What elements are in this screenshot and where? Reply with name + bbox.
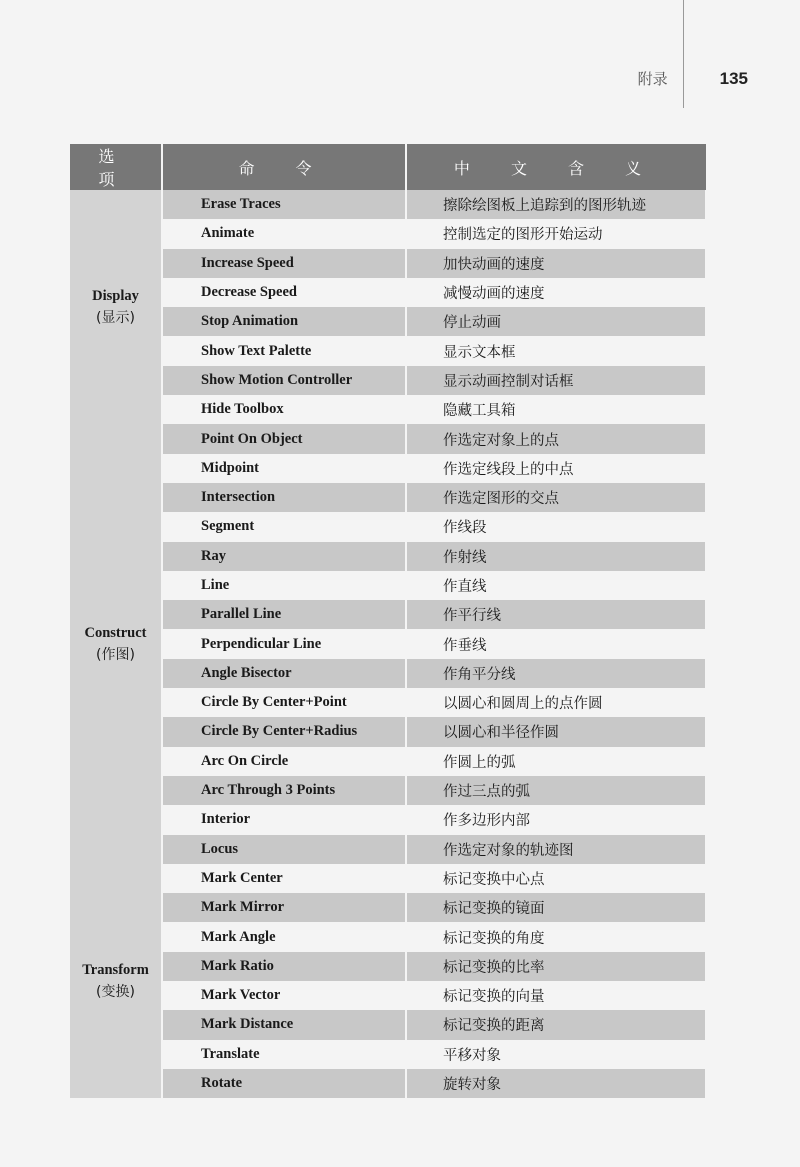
table-row [70,190,706,219]
column-header-option: 选 项 [70,144,162,190]
command-cell: Increase Speed [162,249,406,278]
meaning-cell: 标记变换的角度 [406,922,706,951]
meaning-cell: 控制选定的图形开始运动 [406,219,706,248]
table-row [70,717,706,746]
table-row [70,1010,706,1039]
meaning-cell: 平移对象 [406,1040,706,1069]
option-name-zh: (作图) [96,647,135,664]
table-row [70,659,706,688]
command-cell: Rotate [162,1069,406,1098]
option-name-zh: (变换) [96,984,135,1001]
table-row [70,893,706,922]
command-cell: Mark Mirror [162,893,406,922]
option-name: Display [92,288,139,305]
command-cell: Mark Angle [162,922,406,951]
meaning-cell: 擦除绘图板上追踪到的图形轨迹 [406,190,706,219]
command-cell: Circle By Center+Radius [162,717,406,746]
table-row [70,629,706,658]
page-header [638,68,748,89]
command-cell: Stop Animation [162,307,406,336]
meaning-cell: 以圆心和半径作圆 [406,717,706,746]
command-cell: Midpoint [162,454,406,483]
column-header-meaning: 中 文 含 义 [406,144,706,190]
page-number: 135 [719,68,748,88]
table-row [70,835,706,864]
table-row [70,600,706,629]
meaning-cell: 隐藏工具箱 [406,395,706,424]
table-header-row [70,144,706,190]
table-row [70,336,706,365]
command-cell: Erase Traces [162,190,406,219]
table-row [70,864,706,893]
command-cell: Mark Ratio [162,952,406,981]
meaning-cell: 减慢动画的速度 [406,278,706,307]
table-row [70,454,706,483]
table-row [70,688,706,717]
table-row [70,219,706,248]
table-row [70,424,706,453]
meaning-cell: 作多边形内部 [406,805,706,834]
command-cell: Intersection [162,483,406,512]
command-cell: Angle Bisector [162,659,406,688]
table-row [70,395,706,424]
column-header-command: 命 令 [162,144,406,190]
command-cell: Line [162,571,406,600]
table-row [70,747,706,776]
meaning-cell: 作角平分线 [406,659,706,688]
option-name-zh: (显示) [96,310,135,327]
table-row [70,307,706,336]
meaning-cell: 以圆心和圆周上的点作圆 [406,688,706,717]
table-row [70,981,706,1010]
command-cell: Mark Distance [162,1010,406,1039]
header-divider [683,0,684,108]
meaning-cell: 作选定对象上的点 [406,424,706,453]
command-cell: Segment [162,512,406,541]
command-cell: Point On Object [162,424,406,453]
meaning-cell: 作圆上的弧 [406,747,706,776]
command-cell: Hide Toolbox [162,395,406,424]
meaning-cell: 显示动画控制对话框 [406,366,706,395]
meaning-cell: 作平行线 [406,600,706,629]
command-cell: Perpendicular Line [162,629,406,658]
table-row [70,571,706,600]
table-row [70,512,706,541]
meaning-cell: 作垂线 [406,629,706,658]
table-row [70,776,706,805]
meaning-cell: 作过三点的弧 [406,776,706,805]
command-cell: Circle By Center+Point [162,688,406,717]
table-row [70,483,706,512]
command-glossary-table [70,144,707,1098]
meaning-cell: 标记变换中心点 [406,864,706,893]
table-row [70,952,706,981]
command-cell: Ray [162,542,406,571]
command-cell: Translate [162,1040,406,1069]
meaning-cell: 作选定图形的交点 [406,483,706,512]
table-row [70,922,706,951]
option-cell [70,424,162,863]
command-cell: Show Motion Controller [162,366,406,395]
meaning-cell: 标记变换的距离 [406,1010,706,1039]
meaning-cell: 停止动画 [406,307,706,336]
meaning-cell: 标记变换的镜面 [406,893,706,922]
command-cell: Interior [162,805,406,834]
option-cell [70,864,162,1098]
option-cell [70,190,162,424]
meaning-cell: 作线段 [406,512,706,541]
table-row [70,278,706,307]
command-cell: Animate [162,219,406,248]
table-row [70,249,706,278]
table-row [70,366,706,395]
meaning-cell: 标记变换的比率 [406,952,706,981]
meaning-cell: 作选定对象的轨迹图 [406,835,706,864]
command-cell: Show Text Palette [162,336,406,365]
command-cell: Arc Through 3 Points [162,776,406,805]
command-cell: Mark Vector [162,981,406,1010]
command-cell: Mark Center [162,864,406,893]
command-cell: Locus [162,835,406,864]
command-cell: Arc On Circle [162,747,406,776]
option-name: Construct [84,625,147,642]
meaning-cell: 作选定线段上的中点 [406,454,706,483]
meaning-cell: 标记变换的向量 [406,981,706,1010]
meaning-cell: 显示文本框 [406,336,706,365]
meaning-cell: 作直线 [406,571,706,600]
table-row [70,1040,706,1069]
table-row [70,1069,706,1098]
option-name: Transform [82,962,149,979]
command-cell: Decrease Speed [162,278,406,307]
table-row [70,542,706,571]
table-row [70,805,706,834]
section-name: 附录 [637,70,668,88]
table-body [70,190,706,1098]
command-cell: Parallel Line [162,600,406,629]
meaning-cell: 旋转对象 [406,1069,706,1098]
meaning-cell: 加快动画的速度 [406,249,706,278]
meaning-cell: 作射线 [406,542,706,571]
